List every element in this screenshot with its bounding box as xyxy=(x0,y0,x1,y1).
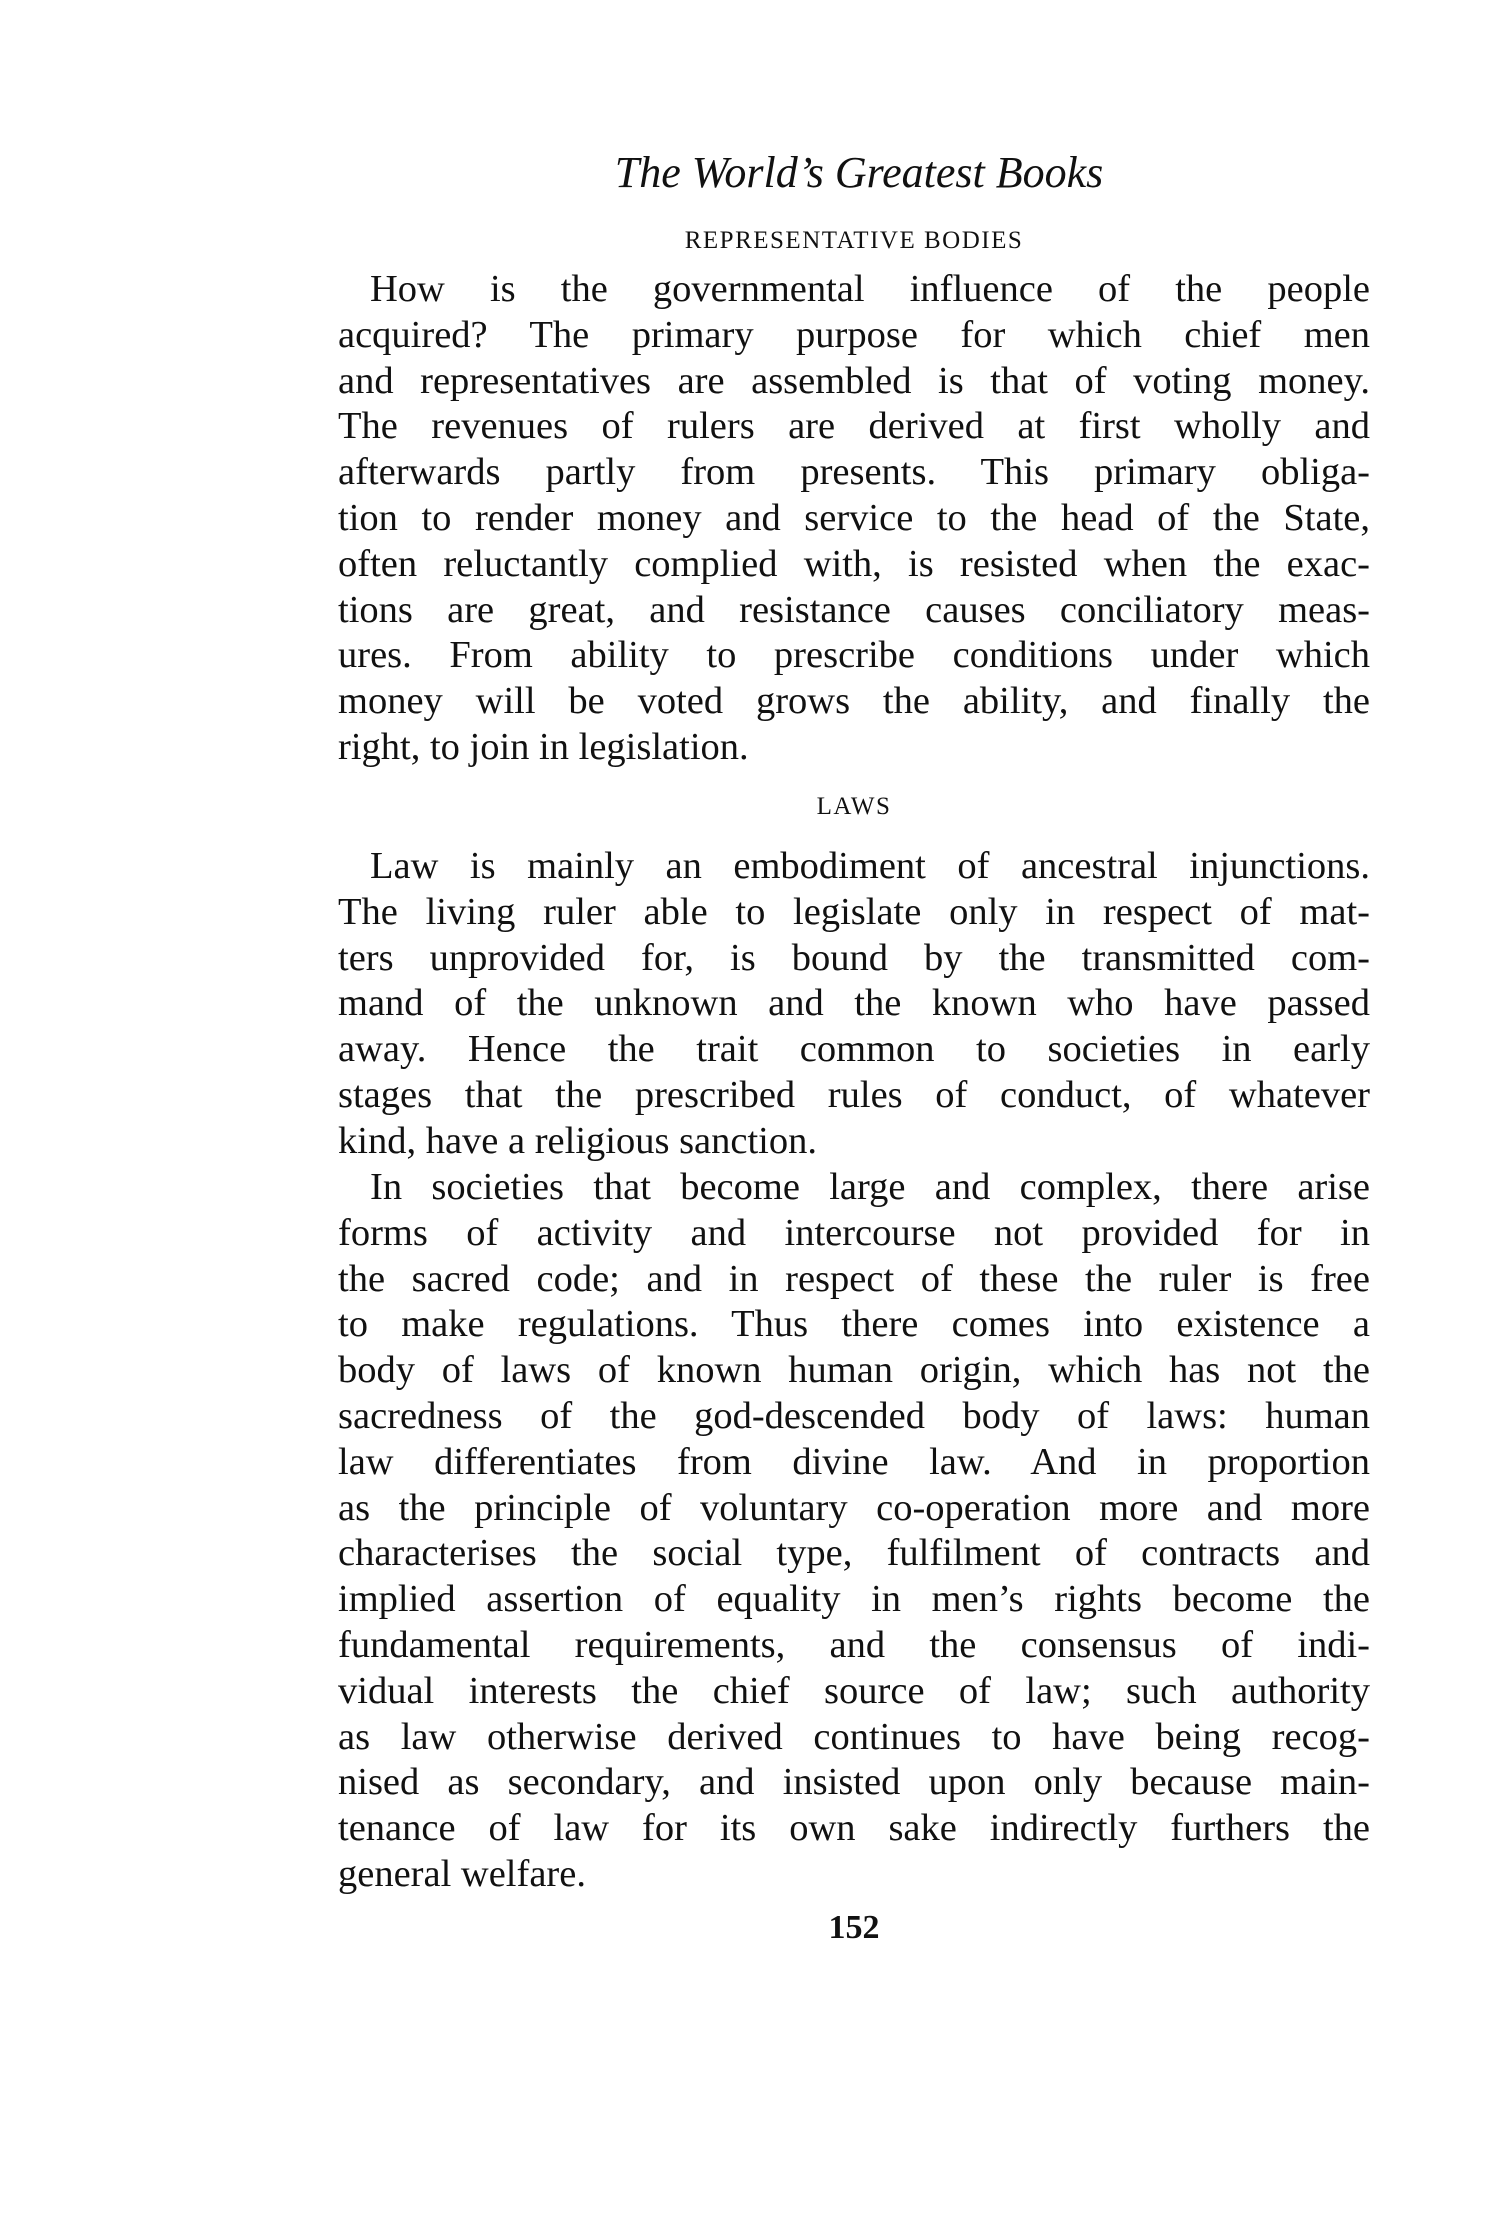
section-heading-laws: LAWS xyxy=(816,793,892,820)
text-line: law differentiates from divine law. And in proportion xyxy=(338,1440,1370,1483)
text-line: ures. From ability to prescribe conditions under which xyxy=(338,634,1370,677)
page-number: 152 xyxy=(828,1909,880,1946)
text-line: How is the governmental influence of the people xyxy=(370,268,1370,310)
text-line: tenance of law for its own sake indirectly furthers the xyxy=(338,1807,1370,1850)
text-line: fundamental requirements, and the consensus of indi- xyxy=(338,1623,1370,1666)
paragraph xyxy=(338,844,1370,1165)
text-line: and representatives are assembled is that of voting money. xyxy=(338,359,1370,402)
text-line: right, to join in legislation. xyxy=(338,725,749,768)
text-line: to make regulations. Thus there comes into existence a xyxy=(338,1303,1370,1346)
text-line: the sacred code; and in respect of these the ruler is free xyxy=(338,1257,1370,1300)
running-head: The World’s Greatest Books xyxy=(614,148,1104,197)
text-line: tions are great, and resistance causes conciliatory meas- xyxy=(338,588,1370,631)
text-line: as law otherwise derived continues to have being recog- xyxy=(338,1715,1370,1758)
text-line: tion to render money and service to the head of the State, xyxy=(338,496,1370,539)
text-line: kind, have a religious sanction. xyxy=(338,1119,817,1162)
paragraph xyxy=(338,267,1370,771)
text-line: money will be voted grows the ability, and finally the xyxy=(338,680,1370,723)
text-line: general welfare. xyxy=(338,1852,586,1895)
text-line: Law is mainly an embodiment of ancestral injunctions. xyxy=(370,845,1370,887)
text-line: nised as secondary, and insisted upon only because main- xyxy=(338,1761,1370,1804)
text-line: sacredness of the god-descended body of laws: human xyxy=(338,1394,1370,1437)
text-line: afterwards partly from presents. This primary obliga- xyxy=(338,451,1370,494)
text-line: stages that the prescribed rules of conduct, of whatever xyxy=(338,1073,1370,1116)
section-heading-representative-bodies: REPRESENTATIVE BODIES xyxy=(684,227,1024,254)
text-line: The revenues of rulers are derived at first wholly and xyxy=(338,405,1370,448)
text-line: body of laws of known human origin, which has not the xyxy=(338,1349,1370,1392)
paragraph xyxy=(338,1165,1370,1898)
text-line: The living ruler able to legislate only in respect of mat- xyxy=(338,890,1370,933)
text-line: acquired? The primary purpose for which chief men xyxy=(338,313,1370,356)
text-line: forms of activity and intercourse not provided for in xyxy=(338,1211,1370,1254)
text-line: In societies that become large and complex, there arise xyxy=(370,1166,1370,1208)
text-line: implied assertion of equality in men’s rights become the xyxy=(338,1578,1370,1621)
text-line: characterises the social type, fulfilment of contracts and xyxy=(338,1532,1370,1575)
text-line: often reluctantly complied with, is resisted when the exac- xyxy=(338,542,1370,585)
text-line: ters unprovided for, is bound by the transmitted com- xyxy=(338,936,1370,979)
text-line: mand of the unknown and the known who have passed xyxy=(338,982,1370,1025)
text-line: vidual interests the chief source of law; such authority xyxy=(338,1669,1370,1712)
text-line: as the principle of voluntary co-operation more and more xyxy=(338,1486,1370,1529)
text-line: away. Hence the trait common to societies in early xyxy=(338,1028,1370,1071)
